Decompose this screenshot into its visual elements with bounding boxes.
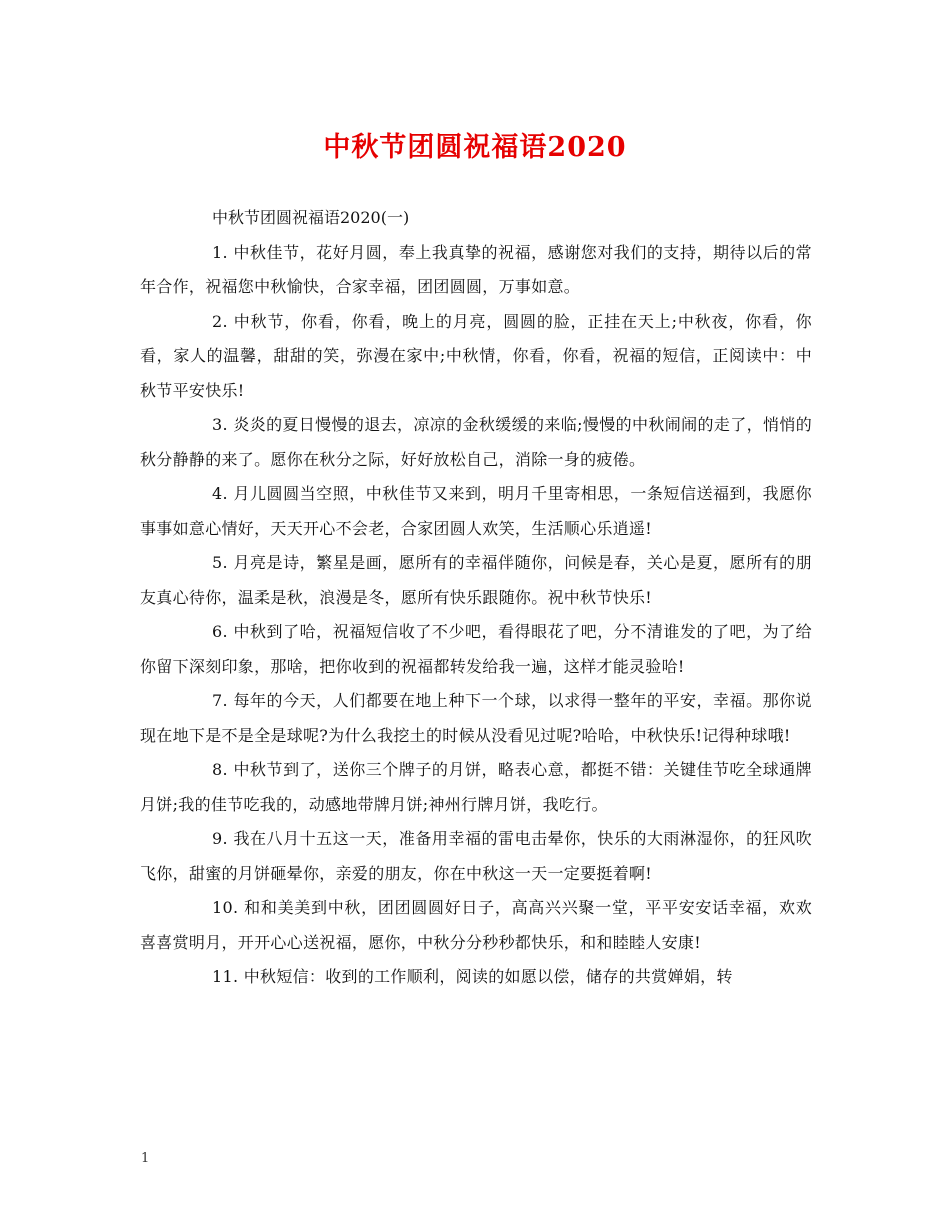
section-heading: 中秋节团圆祝福语2020(一) (212, 208, 410, 227)
paragraph-8: 8. 中秋节到了，送你三个牌子的月饼，略表心意，都挺不错：关键佳节吃全球通牌月饼;我的佳节吃我的，动感地带牌月饼;神州行牌月饼，我吃行。 (140, 760, 812, 814)
paragraph-9: 9. 我在八月十五这一天，准备用幸福的雷电击晕你，快乐的大雨淋湿你，的狂风吹飞你，甜蜜的月饼砸晕你，亲爱的朋友，你在中秋这一天一定要挺着啊! (140, 829, 812, 883)
document-title: 中秋节团圆祝福语2020 (323, 132, 627, 163)
paragraph-3: 3. 炎炎的夏日慢慢的退去，凉凉的金秋缓缓的来临;慢慢的中秋闹闹的走了，悄悄的秋分静静的来了。愿你在秋分之际，好好放松自己，消除一身的疲倦。 (140, 415, 812, 469)
paragraph-7: 7. 每年的今天，人们都要在地上种下一个球，以求得一整年的平安，幸福。那你说现在地下是不是全是球呢?为什么我挖土的时候从没看见过呢?哈哈，中秋快乐!记得种球哦! (140, 691, 812, 745)
paragraph-2: 2. 中秋节，你看，你看，晚上的月亮，圆圆的脸，正挂在天上;中秋夜，你看，你看，家人的温馨，甜甜的笑，弥漫在家中;中秋情，你看，你看，祝福的短信，正阅读中：中秋节平安快乐! (140, 311, 812, 400)
document-body (140, 201, 812, 995)
paragraph-5: 5. 月亮是诗，繁星是画，愿所有的幸福伴随你，问候是春，关心是夏，愿所有的朋友真心待你，温柔是秋，浪漫是冬，愿所有快乐跟随你。祝中秋节快乐! (140, 553, 812, 607)
paragraph-4: 4. 月儿圆圆当空照，中秋佳节又来到，明月千里寄相思，一条短信送福到，我愿你事事如意心情好，天天开心不会老，合家团圆人欢笑，生活顺心乐逍遥! (140, 484, 812, 538)
paragraph-6: 6. 中秋到了哈，祝福短信收了不少吧，看得眼花了吧，分不清谁发的了吧，为了给你留下深刻印象，那啥，把你收到的祝福都转发给我一遍，这样才能灵验哈! (140, 622, 812, 676)
paragraph-11: 11. 中秋短信：收到的工作顺利，阅读的如愿以偿，储存的共赏婵娟，转 (212, 967, 733, 986)
paragraph-10: 10. 和和美美到中秋，团团圆圆好日子，高高兴兴聚一堂，平平安安话幸福，欢欢喜喜赏明月，开开心心送祝福，愿你，中秋分分秒秒都快乐，和和睦睦人安康! (140, 898, 812, 952)
page-number: 1 (141, 1151, 150, 1166)
paragraph-1: 1. 中秋佳节，花好月圆，奉上我真挚的祝福，感谢您对我们的支持，期待以后的常年合作，祝福您中秋愉快，合家幸福，团团圆圆，万事如意。 (140, 242, 812, 296)
